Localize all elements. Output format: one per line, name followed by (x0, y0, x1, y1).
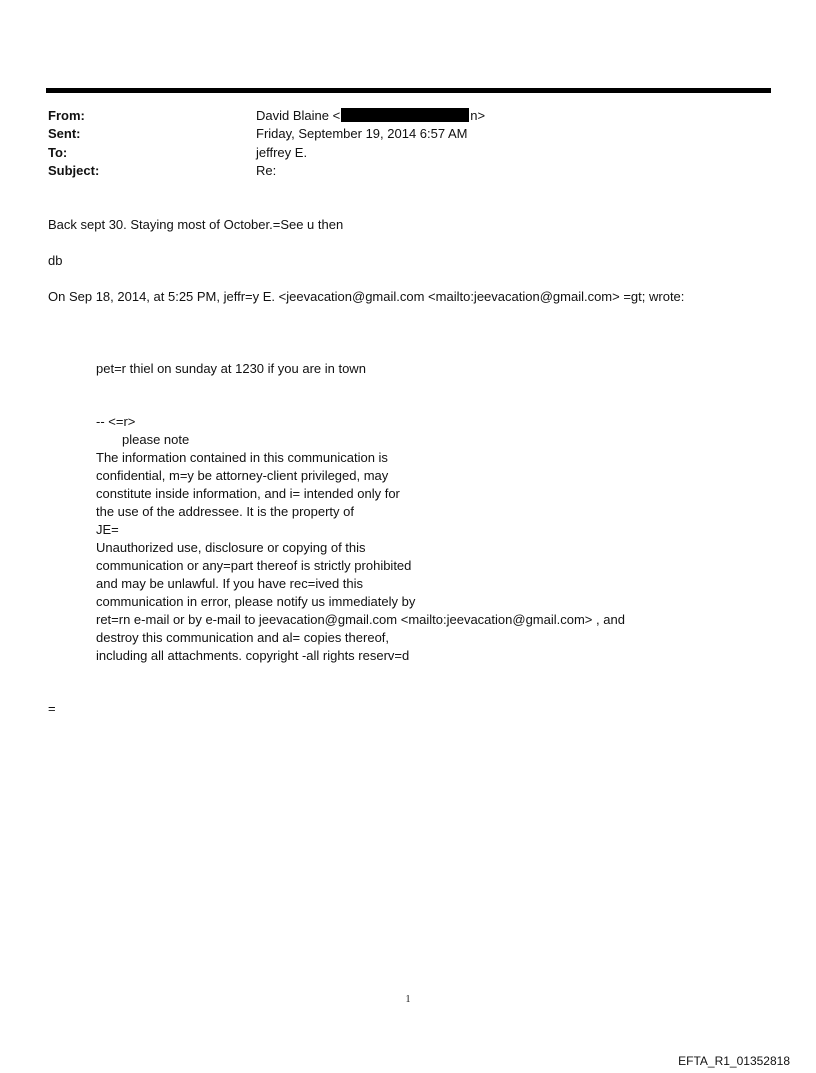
disclaimer-line: The information contained in this communication is (96, 450, 388, 465)
disclaimer-line: confidential, m=y be attorney-client privileged, may (96, 468, 389, 483)
quoted-signature (96, 413, 625, 665)
to-value: jeffrey E. (256, 145, 308, 160)
please-note: please note (122, 432, 190, 447)
trailing-mark: = (48, 701, 56, 716)
from-label: From: (48, 108, 85, 123)
subject-value: Re: (256, 163, 277, 178)
disclaimer-line: communication or any=part thereof is strictly prohibited (96, 558, 412, 573)
sender-name: David Blaine (256, 108, 329, 123)
disclaimer-line: including all attachments. copyright -all rights reserv=d (96, 648, 410, 663)
disclaimer-line: destroy this communication and al= copies thereof, (96, 630, 390, 645)
disclaimer-line: constitute inside information, and i= intended only for (96, 486, 400, 501)
disclaimer-line: communication in error, please notify us immediately by (96, 594, 416, 609)
disclaimer-line: the use of the addressee. It is the property of (96, 504, 354, 519)
sent-label: Sent: (48, 126, 81, 141)
disclaimer-line: JE= (96, 522, 119, 537)
from-value: David Blaine < n> (256, 108, 486, 123)
subject-label: Subject: (48, 163, 100, 178)
quoted-text: pet=r thiel on sunday at 1230 if you are in town (96, 361, 366, 376)
message-line: Back sept 30. Staying most of October.=See u then (48, 217, 344, 232)
disclaimer-line: Unauthorized use, disclosure or copying of this (96, 540, 366, 555)
quote-intro: On Sep 18, 2014, at 5:25 PM, jeffr=y E. <jeevacation@gmail.com <mailto:jeevacation@gmail.com> =gt; wrote: (48, 289, 685, 304)
to-label: To: (48, 145, 68, 160)
message-signoff: db (48, 253, 63, 268)
disclaimer-line: and may be unlawful. If you have rec=ived this (96, 576, 364, 591)
signature-dash: -- <=r> (96, 414, 136, 429)
disclaimer-line: ret=rn e-mail or by e-mail to jeevacation@gmail.com <mailto:jeevacation@gmail.com> , and (96, 612, 625, 627)
redaction-bar (341, 108, 469, 122)
header-rule (46, 88, 771, 93)
sent-value: Friday, September 19, 2014 6:57 AM (256, 126, 468, 141)
document-id: EFTA_R1_01352818 (678, 1054, 790, 1068)
page-number: 1 (405, 994, 411, 1005)
